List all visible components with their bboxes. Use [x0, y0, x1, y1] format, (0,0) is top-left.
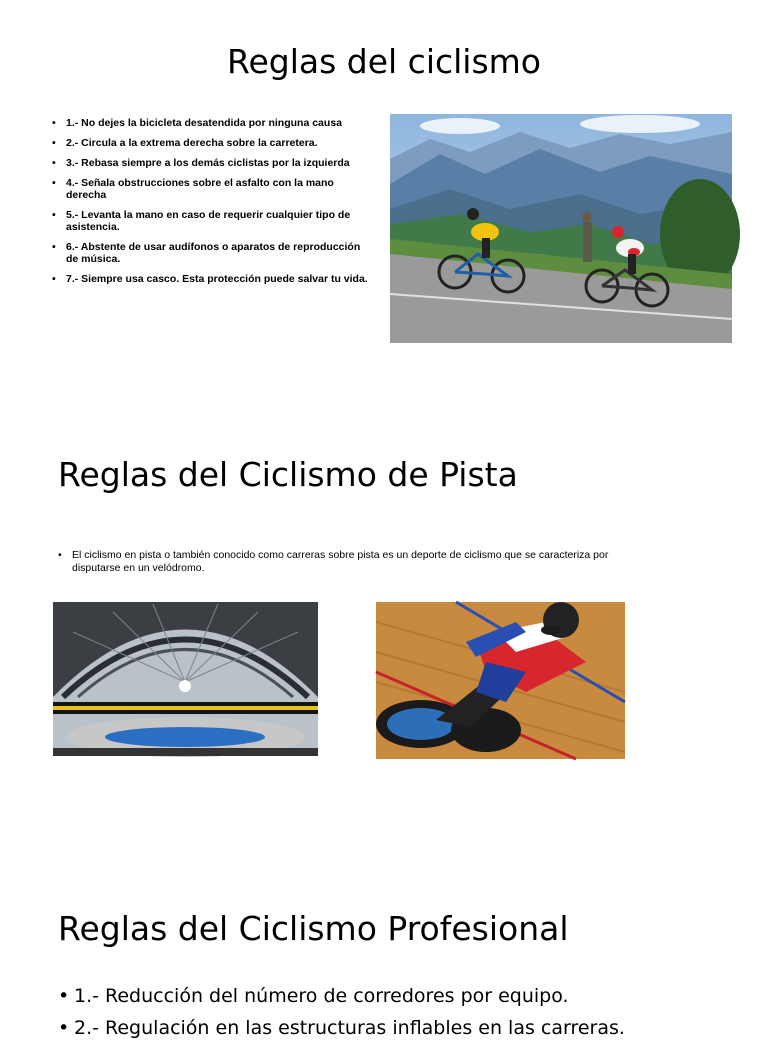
track-cyclist-photo	[376, 602, 625, 759]
list-item: • 5.- Levanta la mano en caso de requerir cualquier tipo de asistencia.	[52, 209, 372, 233]
list-item: • 6.- Abstente de usar audífonos o aparatos de reproducción de música.	[52, 241, 372, 265]
road-cyclists-photo	[390, 114, 732, 343]
list-item: • El ciclismo en pista o también conocido como carreras sobre pista es un deporte de ciclismo que se caracteriza por disputarse en un velódromo.	[58, 549, 658, 575]
list-item: • 2.- Regulación en las estructuras inflables en las carreras.	[58, 1015, 758, 1041]
list-item: • 4.- Señala obstrucciones sobre el asfalto con la mano derecha	[52, 177, 372, 201]
velodrome-photo	[53, 602, 318, 756]
list-item: • 1.- Reducción del número de corredores por equipo.	[58, 983, 758, 1009]
section-title-pro-cycling: Reglas del Ciclismo Profesional	[58, 909, 569, 948]
list-item: • 1.- No dejes la bicicleta desatendida por ninguna causa	[52, 117, 372, 129]
cycling-rules-list	[52, 117, 372, 293]
list-item: • 3.- Rebasa siempre a los demás ciclistas por la izquierda	[52, 157, 372, 169]
pro-cycling-list	[58, 983, 758, 1047]
list-item: • 7.- Siempre usa casco. Esta protección puede salvar tu vida.	[52, 273, 372, 285]
list-item: • 2.- Circula a la extrema derecha sobre la carretera.	[52, 137, 372, 149]
section-title-cycling-rules: Reglas del ciclismo	[227, 42, 541, 81]
section-title-track-cycling: Reglas del Ciclismo de Pista	[58, 455, 518, 494]
track-cycling-list	[58, 549, 658, 575]
